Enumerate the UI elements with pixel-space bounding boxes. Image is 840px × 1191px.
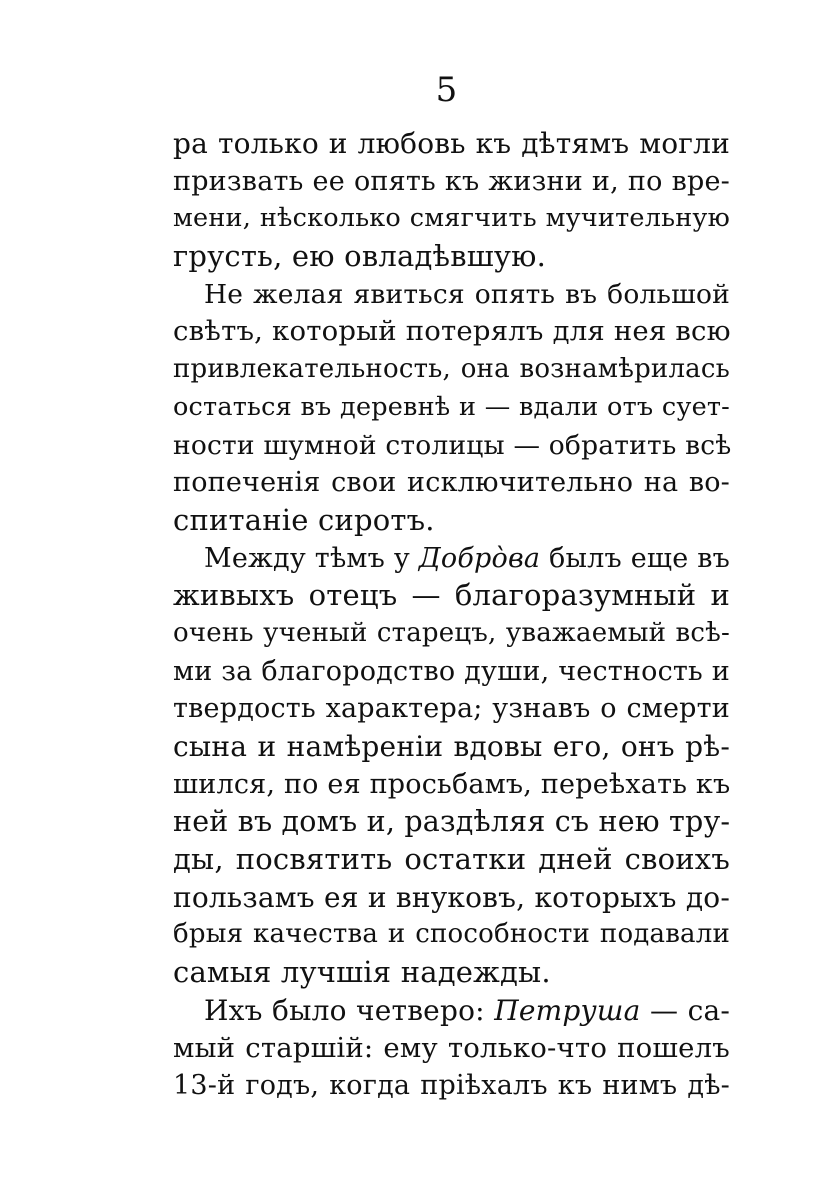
- text-run: Ихъ было четверо:: [204, 993, 495, 1027]
- text-line: самыя лучшія надежды.: [173, 955, 551, 990]
- text-line: сына и намѣреніи вдовы его, онъ рѣ-: [173, 730, 730, 763]
- text-line: пользамъ ея и внуковъ, которыхъ до-: [173, 880, 730, 914]
- text-line: ми за благородство души, честность и: [173, 655, 730, 687]
- body-text: [173, 125, 730, 1105]
- italic-name: Петруша: [494, 993, 641, 1027]
- paragraph-1: [173, 125, 730, 276]
- text-line: призвать ее опять къ жизни и, по вре-: [173, 165, 730, 197]
- paragraph-2: [173, 276, 730, 540]
- text-run: — са-: [640, 993, 731, 1027]
- text-line: [173, 992, 730, 1030]
- text-line: очень ученый старецъ, уважаемый всѣ-: [173, 617, 730, 648]
- text-line: брыя качества и способности подавали: [173, 919, 730, 950]
- paragraph-4: [173, 992, 730, 1105]
- page-number: 5: [435, 70, 458, 110]
- text-line: ней въ домъ и, раздѣляя съ нею тру-: [173, 805, 731, 839]
- text-line: ды, посвятить остатки дней своихъ: [173, 842, 730, 877]
- italic-name: Добрòва: [418, 542, 541, 574]
- text-line: Не желая явиться опять въ большой: [204, 278, 730, 310]
- text-line: ра только и любовь къ дѣтямъ могли: [173, 127, 730, 160]
- text-run: Между тѣмъ у: [204, 542, 419, 574]
- text-line: спитаніе сиротъ.: [173, 502, 435, 537]
- text-line: остаться въ деревнѣ и — вдали отъ сует-: [173, 391, 730, 422]
- text-line: [173, 540, 730, 578]
- text-line: 13-й годъ, когда пріѣхалъ къ нимъ дѣ-: [173, 1070, 730, 1102]
- text-line: привлекательность, она вознамѣрилась: [173, 354, 730, 385]
- text-line: мый старшій: ему только-что пошелъ: [173, 1031, 730, 1064]
- text-line: грусть, ею овладѣвшую.: [173, 239, 547, 274]
- text-run: былъ еще въ: [540, 542, 730, 574]
- text-line: ности шумной столицы — обратить всѣ: [173, 429, 732, 461]
- text-line: свѣтъ, который потерялъ для нея всю: [173, 315, 731, 348]
- text-line: мени, нѣсколько смягчить мучительную: [173, 203, 730, 234]
- text-line: попеченія свои исключительно на во-: [173, 467, 730, 499]
- text-line: твердость характера; узнавъ о смерти: [173, 693, 730, 725]
- text-line: шился, по ея просьбамъ, переѣхать къ: [173, 768, 731, 800]
- paragraph-3: [173, 540, 730, 992]
- text-line: живыхъ отецъ — благоразумный и: [173, 578, 730, 613]
